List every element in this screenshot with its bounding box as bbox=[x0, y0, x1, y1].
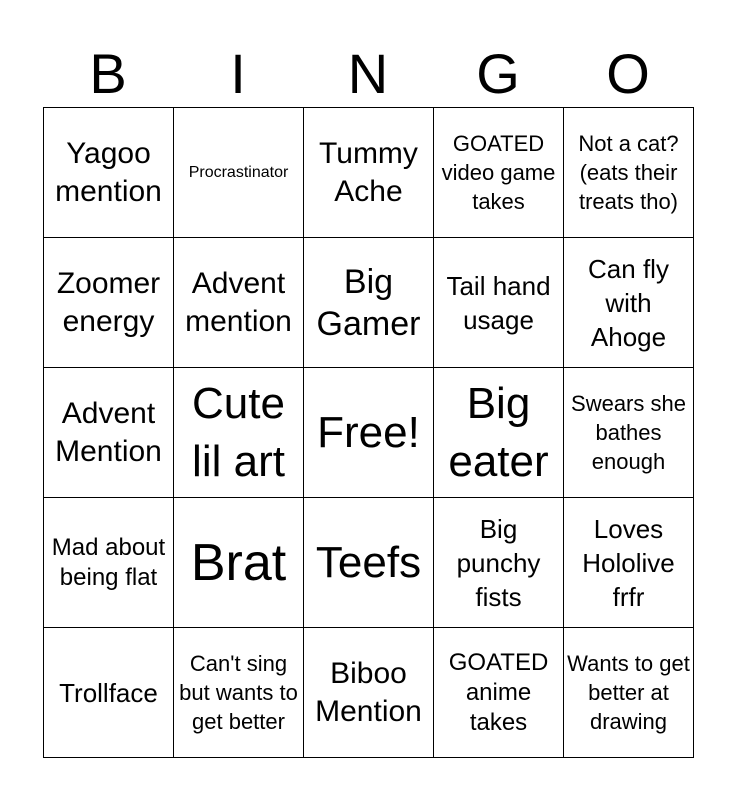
bingo-cell[interactable] bbox=[44, 108, 174, 238]
bingo-cell[interactable] bbox=[434, 368, 564, 498]
cell-text: Loves Hololive frfr bbox=[582, 513, 675, 612]
cell-text: Yagoo mention bbox=[55, 136, 162, 208]
bingo-cell[interactable] bbox=[564, 108, 694, 238]
header-letter-n: N bbox=[347, 42, 389, 105]
cell-text: Big Gamer bbox=[316, 262, 421, 343]
bingo-cell[interactable] bbox=[304, 108, 434, 238]
cell-text: Can fly with Ahoge bbox=[588, 253, 669, 352]
cell-text: Can't sing but wants to get better bbox=[179, 651, 298, 734]
cell-text: Teefs bbox=[315, 537, 422, 587]
cell-text: Cute lil art bbox=[192, 378, 285, 486]
bingo-cell[interactable] bbox=[304, 628, 434, 758]
cell-text: Big punchy fists bbox=[456, 513, 541, 612]
cell-text: Not a cat? (eats their treats tho) bbox=[578, 131, 679, 214]
bingo-board bbox=[43, 107, 694, 758]
cell-text: GOATED anime takes bbox=[448, 648, 549, 736]
bingo-cell[interactable] bbox=[44, 238, 174, 368]
cell-text: Tummy Ache bbox=[319, 136, 418, 208]
cell-text: Advent mention bbox=[185, 266, 292, 338]
cell-text: Wants to get better at drawing bbox=[567, 651, 690, 734]
bingo-cell[interactable] bbox=[564, 628, 694, 758]
bingo-cell[interactable] bbox=[304, 238, 434, 368]
cell-text: Tail hand usage bbox=[446, 270, 551, 335]
bingo-cell[interactable] bbox=[174, 108, 304, 238]
bingo-cell[interactable] bbox=[44, 498, 174, 628]
bingo-cell[interactable] bbox=[434, 498, 564, 628]
bingo-cell[interactable] bbox=[434, 628, 564, 758]
bingo-cell[interactable] bbox=[304, 498, 434, 628]
cell-text: Zoomer energy bbox=[56, 266, 161, 338]
bingo-cell[interactable] bbox=[564, 238, 694, 368]
bingo-cell[interactable] bbox=[174, 238, 304, 368]
cell-text: Big eater bbox=[448, 378, 549, 486]
bingo-cell[interactable] bbox=[174, 498, 304, 628]
bingo-cell[interactable] bbox=[434, 108, 564, 238]
cell-text: Brat bbox=[190, 533, 287, 592]
header-letter-b: B bbox=[89, 42, 127, 105]
free-space-cell[interactable] bbox=[304, 368, 434, 498]
cell-text: Procrastinator bbox=[188, 163, 289, 181]
bingo-cell[interactable] bbox=[44, 368, 174, 498]
cell-text: Mad about being flat bbox=[51, 533, 166, 591]
cell-text: Advent Mention bbox=[55, 396, 162, 468]
bingo-cell[interactable] bbox=[174, 628, 304, 758]
header-letter-o: O bbox=[606, 42, 650, 105]
bingo-header bbox=[43, 40, 693, 108]
bingo-cell[interactable] bbox=[564, 498, 694, 628]
cell-text: GOATED video game takes bbox=[441, 131, 556, 214]
bingo-cell[interactable] bbox=[44, 628, 174, 758]
header-letter-i: I bbox=[230, 42, 246, 105]
cell-text: Biboo Mention bbox=[315, 656, 422, 728]
cell-text: Swears she bathes enough bbox=[571, 391, 686, 474]
cell-text: Trollface bbox=[59, 677, 158, 708]
bingo-cell[interactable] bbox=[434, 238, 564, 368]
bingo-cell[interactable] bbox=[174, 368, 304, 498]
free-space-text: Free! bbox=[317, 407, 420, 457]
bingo-cell[interactable] bbox=[564, 368, 694, 498]
header-letter-g: G bbox=[476, 42, 520, 105]
